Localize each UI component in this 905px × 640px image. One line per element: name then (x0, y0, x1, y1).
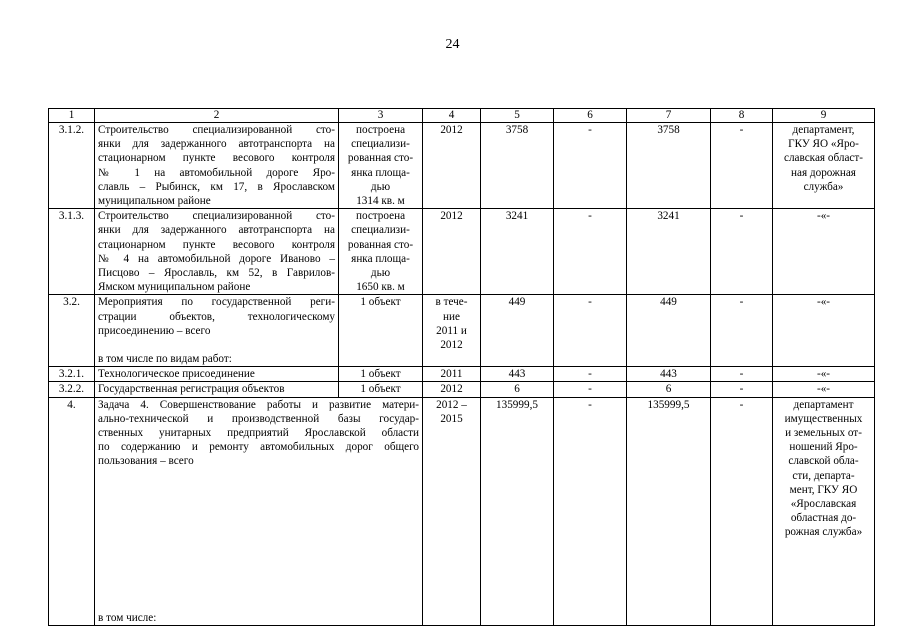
row-col6: - (554, 209, 627, 295)
row-result: 1 объект (339, 367, 423, 382)
row-col5: 135999,5 (481, 397, 554, 625)
column-number-header: 8 (711, 109, 773, 123)
row-number: 3.2.2. (49, 382, 95, 397)
row-col7: 443 (627, 367, 711, 382)
table-header-row (49, 109, 875, 123)
row-result: построена специализи- рованная сто- янка площа- дью 1650 кв. м (339, 209, 423, 295)
page-number: 24 (445, 37, 460, 52)
row-executor: -«- (773, 367, 875, 382)
row-col6: - (554, 123, 627, 209)
row-number: 3.1.3. (49, 209, 95, 295)
row-col8: - (711, 367, 773, 382)
row-description-tail: в том числе по видам работ: (98, 353, 232, 366)
table-row (49, 382, 875, 397)
row-col6: - (554, 295, 627, 367)
row-col5: 6 (481, 382, 554, 397)
row-number: 3.1.2. (49, 123, 95, 209)
row-description: Строительство специализированной сто- янки для задержанного автотранспорта на стационарном пункте весового контроля № 1 на автомобильной дороге Яро- славль – Рыбинск, км 17, в Ярославском муниципальном районе (95, 123, 339, 209)
row-number: 4. (49, 397, 95, 625)
row-col8: - (711, 123, 773, 209)
table-row (49, 397, 875, 625)
column-number-header: 1 (49, 109, 95, 123)
row-col5: 3758 (481, 123, 554, 209)
column-number-header: 9 (773, 109, 875, 123)
column-number-header: 3 (339, 109, 423, 123)
table-row (49, 209, 875, 295)
row-result: 1 объект (339, 295, 423, 367)
row-executor: -«- (773, 382, 875, 397)
row-period: в тече- ние 2011 и 2012 (423, 295, 481, 367)
row-col7: 135999,5 (627, 397, 711, 625)
row-executor: департамент имущественных и земельных от- ношений Яро- славской обла- сти, департа- мент, ГКУ ЯО «Ярославская областная до- рожная служба» (773, 397, 875, 625)
column-number-header: 4 (423, 109, 481, 123)
row-col8: - (711, 295, 773, 367)
row-description: Государственная регистрация объектов (95, 382, 339, 397)
row-result: 1 объект (339, 382, 423, 397)
column-number-header: 2 (95, 109, 339, 123)
row-description: Задача 4. Совершенствование работы и развитие матери- ально-технической и производственной базы государ- ственных унитарных предприятий Ярославской области по содержанию и ремонту автомобильных дорог общего пользования – всего в том числе: (95, 397, 423, 625)
row-col7: 3241 (627, 209, 711, 295)
program-table (48, 108, 875, 626)
table-row (49, 295, 875, 367)
row-col7: 449 (627, 295, 711, 367)
row-executor: -«- (773, 295, 875, 367)
row-col7: 6 (627, 382, 711, 397)
table-row (49, 123, 875, 209)
row-description: Мероприятия по государственной реги- страции объектов, технологическому присоединению – всего в том числе по видам работ: (95, 295, 339, 367)
row-col8: - (711, 382, 773, 397)
row-col7: 3758 (627, 123, 711, 209)
row-period: 2012 (423, 209, 481, 295)
row-col5: 449 (481, 295, 554, 367)
row-description-tail: в том числе: (98, 611, 157, 624)
column-number-header: 6 (554, 109, 627, 123)
table-row (49, 367, 875, 382)
row-executor: департамент, ГКУ ЯО «Яро- славская област- ная дорожная служба» (773, 123, 875, 209)
row-description: Строительство специализированной сто- янки для задержанного автотранспорта на стационарном пункте весового контроля № 4 на автомобильной дороге Иваново – Писцово – Ярославль, км 52, в Гаврилов- Ямском муниципальном районе (95, 209, 339, 295)
column-number-header: 7 (627, 109, 711, 123)
row-description: Технологическое присоединение (95, 367, 339, 382)
row-col6: - (554, 367, 627, 382)
column-number-header: 5 (481, 109, 554, 123)
row-executor: -«- (773, 209, 875, 295)
row-col6: - (554, 382, 627, 397)
row-col5: 3241 (481, 209, 554, 295)
row-number: 3.2. (49, 295, 95, 367)
row-period: 2012 (423, 123, 481, 209)
row-col8: - (711, 397, 773, 625)
row-col6: - (554, 397, 627, 625)
row-period: 2012 – 2015 (423, 397, 481, 625)
row-period: 2012 (423, 382, 481, 397)
row-col5: 443 (481, 367, 554, 382)
row-number: 3.2.1. (49, 367, 95, 382)
row-result: построена специализи- рованная сто- янка площа- дью 1314 кв. м (339, 123, 423, 209)
row-col8: - (711, 209, 773, 295)
row-period: 2011 (423, 367, 481, 382)
